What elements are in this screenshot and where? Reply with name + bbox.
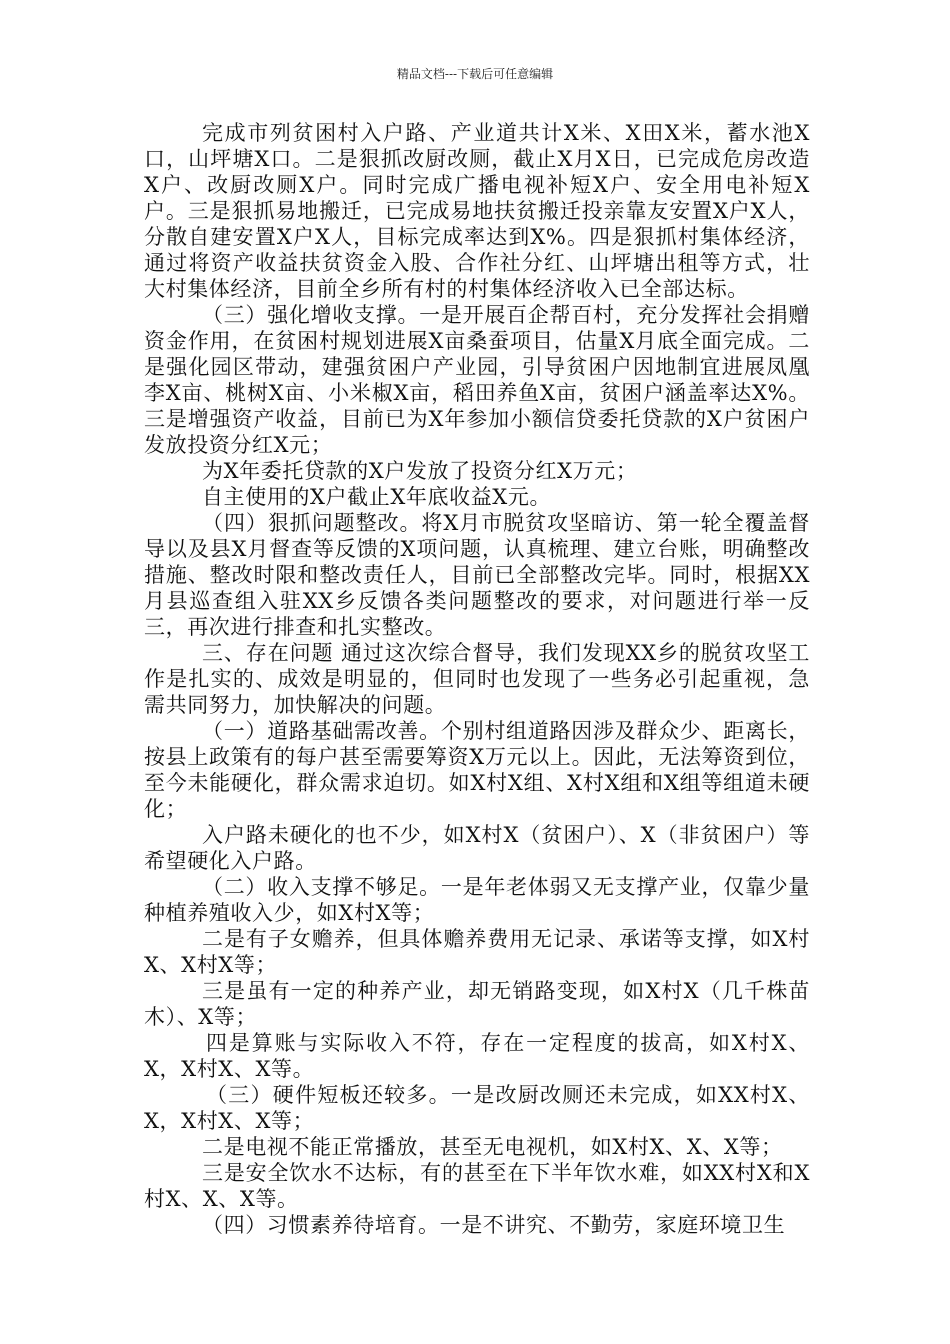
paragraph: （四）习惯素养待培育。一是不讲究、不勤劳，家庭环境卫生 xyxy=(202,1213,786,1237)
paragraph: 二是电视不能正常播放，甚至无电视机，如X村X、X、X等； xyxy=(202,1135,783,1159)
page-header: 精品文档---下载后可任意编辑 xyxy=(396,67,554,81)
paragraph: 为X年委托贷款的X户发放了投资分红X万元； xyxy=(202,459,638,483)
paragraph: （二）收入支撑不够足。一是年老体弱又无支撑产业，仅靠少量种植养殖收入少，如X村X等； xyxy=(144,875,810,925)
paragraph: （四）狠抓问题整改。将X月市脱贫攻坚暗访、第一轮全覆盖督导以及县X月督查等反馈的X项问题，认真梳理、建立台账，明确整改措施、整改时限和整改责任人，目前已全部整改完毕。同时，根据XX月县巡查组入驻XX乡反馈各类问题整改的要求，对问题进行举一反三，再次进行排查和扎实整改。 xyxy=(144,511,810,639)
paragraph: 三、存在问题 通过这次综合督导，我们发现XX乡的脱贫攻坚工作是扎实的、成效是明显的，但同时也发现了一些务必引起重视，急需共同努力，加快解决的问题。 xyxy=(144,641,810,717)
paragraph: （三）硬件短板还较多。一是改厨改厕还未完成，如XX村X、X，X村X、X等； xyxy=(144,1083,810,1133)
paragraph: 入户路未硬化的也不少，如X村X（贫困户）、X（非贫困户）等希望硬化入户路。 xyxy=(144,823,810,873)
paragraph: 完成市列贫困村入户路、产业道共计X米、X田X米，蓄水池X口，山坪塘X口。二是狠抓改厨改厕，截止X月X日，已完成危房改造X户、改厨改厕X户。同时完成广播电视补短X户、安全用电补短X户。三是狠抓易地搬迁，已完成易地扶贫搬迁投亲靠友安置X户X人，分散自建安置X户X人，目标完成率达到X%。四是狠抓村集体经济，通过将资产收益扶贫资金入股、合作社分红、山坪塘出租等方式，壮大村集体经济，目前全乡所有村的村集体经济收入已全部达标。 xyxy=(144,121,810,301)
paragraph: 三是虽有一定的种养产业，却无销路变现，如X村X（几千株苗木）、X等； xyxy=(144,979,810,1029)
paragraph: （一）道路基础需改善。个别村组道路因涉及群众少、距离长，按县上政策有的每户甚至需要筹资X万元以上。因此，无法筹资到位，至今未能硬化，群众需求迫切。如X村X组、X村X组和X组等组道未硬化； xyxy=(144,719,810,821)
paragraph: （三）强化增收支撑。一是开展百企帮百村，充分发挥社会捐赠资金作用，在贫困村规划进展X亩桑蚕项目，估量X月底全面完成。二是强化园区带动，建强贫困户产业园，引导贫困户因地制宜进展凤凰李X亩、桃树X亩、小米椒X亩，稻田养鱼X亩，贫困户涵盖率达X%。三是增强资产收益，目前已为X年参加小额信贷委托贷款的X户贫困户发放投资分红X元； xyxy=(144,303,810,457)
paragraph: 三是安全饮水不达标，有的甚至在下半年饮水难，如XX村X和X村X、X、X等。 xyxy=(144,1161,810,1211)
document-body xyxy=(144,120,810,1238)
paragraph: 自主使用的X户截止X年底收益X元。 xyxy=(202,485,552,509)
paragraph: 四是算账与实际收入不符，存在一定程度的拔高，如X村X、X，X村X、X等。 xyxy=(144,1031,810,1081)
paragraph: 二是有子女赡养，但具体赡养费用无记录、承诺等支撑，如X村X、X村X等； xyxy=(144,927,810,977)
